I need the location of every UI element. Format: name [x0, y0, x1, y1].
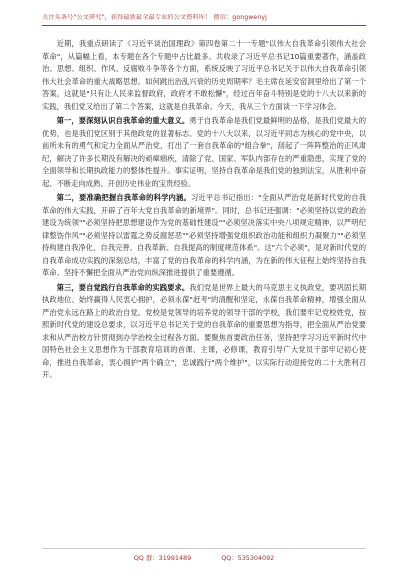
- paragraph-text: 习近平总书记指出："全面从严治党是新时代党的自我革命的伟大实践，开辟了百年大党自我革命的新境界"。同时，总书记还强调："必须坚持以党的政治建设为统领""必须坚持把思想建设作为党的基础性建设""必须坚决落实中央八项规定精神，以严明纪律整饬作风""必须坚持以雷霆之势反腐惩恶""必须坚持增强党组织政治功能和组织力凝聚力""必须坚持构建自我净化、自我完善、自我革新、自我提高的制度规范体系"。这"六个必须"，是对新时代党的自我革命成功实践的深刻总结，丰富了党的自我革命的科学内涵，为在新的伟大征程上始终坚持自我革命、坚持不懈把全面从严治党向纵深推进提供了重要遵循。: [42, 193, 367, 277]
- header-divider: [42, 25, 366, 26]
- footer-qq-number: QQ：535304092: [221, 554, 275, 562]
- section-paragraph-1: [42, 115, 366, 190]
- paragraph-text: 近期，我重点研读了《习近平谈治国理政》第四卷第二十一专题"以伟大自我革命引领伟大社会革命"，从篇幅上看，本专题在各个专题中占比最多。共收录了习近平总书记10篇重要著作，涵盖政治、思想、组织、作风、反腐败斗争等各个方面，系统反映了习近平总书记关于以伟大自我革命引领伟大社会革命的重大战略思想。如何跳出治乱兴衰的历史周期率？毛主席在延安窑洞里给出了第一个答案，这就是"只有让人民来监督政府，政府才不敢松懈"，经过百年奋斗特别是党的十八大以来新的实践，我们党又给出了第二个答案，这就是自我革命。今天，我从三个方面谈一下学习体会。: [42, 39, 366, 111]
- footer-divider: [42, 548, 366, 549]
- document-body: [42, 38, 366, 384]
- paragraph-text: 我们党是世界上最大的马克思主义执政党，要巩固长期执政地位、始终赢得人民衷心拥护，必须永葆"赶考"的清醒和坚定，永葆自我革命精神，增强全面从严治党永远在路上的政治自觉。党校是党领导的培养党的领导干部的学校，我们要牢记党校姓党，按照新时代党的建设总要求，以习近平总书记关于党的自我革命的重要思想为指导，把全面从严治党要求和从严治校方针贯彻到办学治校全过程各方面。要聚焦首要政治任务，坚持把学习习近平新时代中国特色社会主义思想作为干部教育培训的首课、主课，必修课，教育引导广大党员干部牢记初心使命，推进自我革命，衷心拥护"两个确立"，忠诚践行"两个维护"，以实际行动迎接党的二十大胜利召开。: [42, 282, 367, 379]
- section-paragraph-2: [42, 192, 366, 280]
- paragraph-lead: 第三，要自觉践行自我革命的实践要求。: [56, 282, 190, 292]
- paragraph-lead: 第一，要深刻认识自我革命的重大意义。: [56, 116, 190, 125]
- header-banner: 关注头条号"公文研究"，获得最新最全最专业的公文资料库！ 微信：gongwenyj: [42, 14, 267, 21]
- footer: [42, 553, 366, 562]
- paragraph-text: 勇于自我革命是我们党最鲜明的品格，是我们党最大的优势，也是我们党区别于其他政党的显著标志。党的十八大以来，以习近平同志为核心的党中央，以前所未有的勇气和定力全面从严治党，打出了一套自我革命的"组合拳"，刮起了一阵阵整治的正风肃纪，解决了许多长期没有解决的顽瘴痼疾，清除了党、国家、军队内部存在的严重隐患，实现了党的全面领导和长期执政能力的整体性提升。事实证明，坚持自我革命是我们党的独到法宝，从胜利中奋起、不断走向成熟、开创历史伟业的宝贵经验。: [42, 116, 367, 188]
- paragraph-lead: 第二，要准确把握自我革命的科学内涵。: [56, 193, 191, 202]
- intro-paragraph: [42, 38, 366, 113]
- footer-qq-group: QQ 群：31991489: [133, 554, 192, 562]
- section-paragraph-3: [42, 282, 366, 382]
